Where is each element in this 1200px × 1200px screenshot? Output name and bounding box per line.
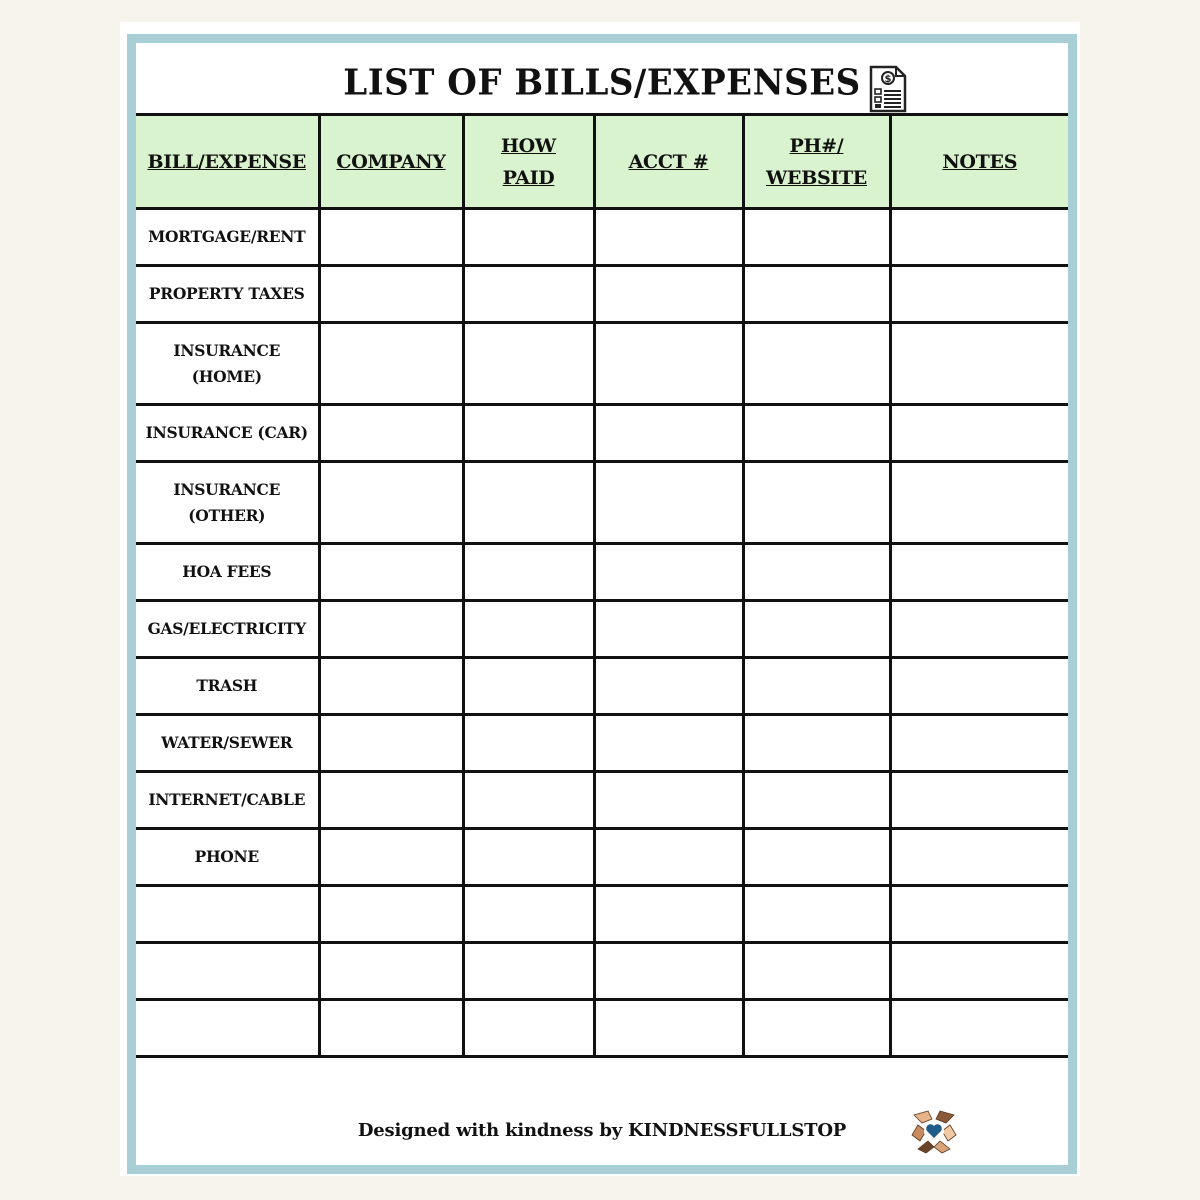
acct-cell[interactable] [594,886,743,943]
how-paid-cell[interactable] [463,544,594,601]
company-cell[interactable] [319,601,463,658]
how-paid-cell[interactable] [463,209,594,266]
table-row [136,658,1068,715]
phone-website-cell[interactable] [743,266,890,323]
phone-website-cell[interactable] [743,715,890,772]
how-paid-cell[interactable] [463,1000,594,1057]
acct-cell[interactable] [594,829,743,886]
row-label-water-sewer: WATER/SEWER [136,715,319,772]
company-cell[interactable] [319,715,463,772]
row-label-insurance-other: INSURANCE (OTHER) [136,462,319,544]
company-cell[interactable] [319,886,463,943]
table-row [136,1000,1068,1057]
acct-cell[interactable] [594,943,743,1000]
column-header-acct-number: ACCT # [594,115,743,209]
acct-cell[interactable] [594,601,743,658]
row-label-property-taxes: PROPERTY TAXES [136,266,319,323]
table-row [136,943,1068,1000]
company-cell[interactable] [319,1000,463,1057]
acct-cell[interactable] [594,715,743,772]
how-paid-cell[interactable] [463,943,594,1000]
row-label-phone: PHONE [136,829,319,886]
row-label-blank[interactable] [136,886,319,943]
table-row [136,544,1068,601]
phone-website-cell[interactable] [743,829,890,886]
company-cell[interactable] [319,323,463,405]
company-cell[interactable] [319,829,463,886]
acct-cell[interactable] [594,266,743,323]
header-row [136,115,1068,209]
table-row [136,601,1068,658]
footer-credit: Designed with kindness by KINDNESSFULLSTOP [357,1120,847,1141]
table-row [136,829,1068,886]
company-cell[interactable] [319,266,463,323]
phone-website-cell[interactable] [743,601,890,658]
row-label-blank[interactable] [136,1000,319,1057]
table-row [136,266,1068,323]
company-cell[interactable] [319,209,463,266]
notes-cell[interactable] [890,772,1068,829]
row-label-blank[interactable] [136,943,319,1000]
column-header-notes: NOTES [890,115,1068,209]
table-row [136,462,1068,544]
printable-sheet [120,22,1080,1176]
phone-website-cell[interactable] [743,1000,890,1057]
row-label-mortgage-rent: MORTGAGE/RENT [136,209,319,266]
how-paid-cell[interactable] [463,323,594,405]
how-paid-cell[interactable] [463,829,594,886]
bills-table [136,113,1068,1058]
notes-cell[interactable] [890,266,1068,323]
phone-website-cell[interactable] [743,462,890,544]
phone-website-cell[interactable] [743,772,890,829]
table-row [136,715,1068,772]
row-label-insurance-car: INSURANCE (CAR) [136,405,319,462]
column-header-how-paid: HOW PAID [463,115,594,209]
phone-website-cell[interactable] [743,943,890,1000]
notes-cell[interactable] [890,405,1068,462]
notes-cell[interactable] [890,943,1068,1000]
phone-website-cell[interactable] [743,544,890,601]
how-paid-cell[interactable] [463,886,594,943]
column-header-company: COMPANY [319,115,463,209]
how-paid-cell[interactable] [463,462,594,544]
acct-cell[interactable] [594,544,743,601]
column-header-phone-website: PH#/ WEBSITE [743,115,890,209]
notes-cell[interactable] [890,462,1068,544]
footer [136,1096,1068,1165]
acct-cell[interactable] [594,405,743,462]
company-cell[interactable] [319,658,463,715]
title-row [136,43,1068,113]
row-label-internet-cable: INTERNET/CABLE [136,772,319,829]
row-label-trash: TRASH [136,658,319,715]
table-row [136,772,1068,829]
acct-cell[interactable] [594,462,743,544]
company-cell[interactable] [319,544,463,601]
table-row [136,323,1068,405]
table-row [136,405,1068,462]
acct-cell[interactable] [594,209,743,266]
row-label-gas-electricity: GAS/ELECTRICITY [136,601,319,658]
company-cell[interactable] [319,943,463,1000]
notes-cell[interactable] [890,544,1068,601]
company-cell[interactable] [319,405,463,462]
column-header-bill-expense: BILL/EXPENSE [136,115,319,209]
notes-cell[interactable] [890,601,1068,658]
phone-website-cell[interactable] [743,209,890,266]
phone-website-cell[interactable] [743,658,890,715]
notes-cell[interactable] [890,323,1068,405]
table-row [136,886,1068,943]
notes-cell[interactable] [890,886,1068,943]
page-title: LIST OF BILLS/EXPENSES [343,62,861,104]
company-cell[interactable] [319,772,463,829]
notes-cell[interactable] [890,715,1068,772]
hands-heart-icon [908,1105,960,1157]
how-paid-cell[interactable] [463,772,594,829]
acct-cell[interactable] [594,323,743,405]
how-paid-cell[interactable] [463,715,594,772]
bill-document-icon [868,65,908,113]
how-paid-cell[interactable] [463,405,594,462]
acct-cell[interactable] [594,658,743,715]
phone-website-cell[interactable] [743,323,890,405]
row-label-hoa-fees: HOA FEES [136,544,319,601]
phone-website-cell[interactable] [743,886,890,943]
notes-cell[interactable] [890,209,1068,266]
how-paid-cell[interactable] [463,266,594,323]
how-paid-cell[interactable] [463,601,594,658]
notes-cell[interactable] [890,1000,1068,1057]
how-paid-cell[interactable] [463,658,594,715]
row-label-insurance-home: INSURANCE (HOME) [136,323,319,405]
table-row [136,209,1068,266]
acct-cell[interactable] [594,772,743,829]
page-frame [127,34,1077,1174]
company-cell[interactable] [319,462,463,544]
notes-cell[interactable] [890,658,1068,715]
acct-cell[interactable] [594,1000,743,1057]
svg-text:$: $ [884,74,892,85]
phone-website-cell[interactable] [743,405,890,462]
notes-cell[interactable] [890,829,1068,886]
